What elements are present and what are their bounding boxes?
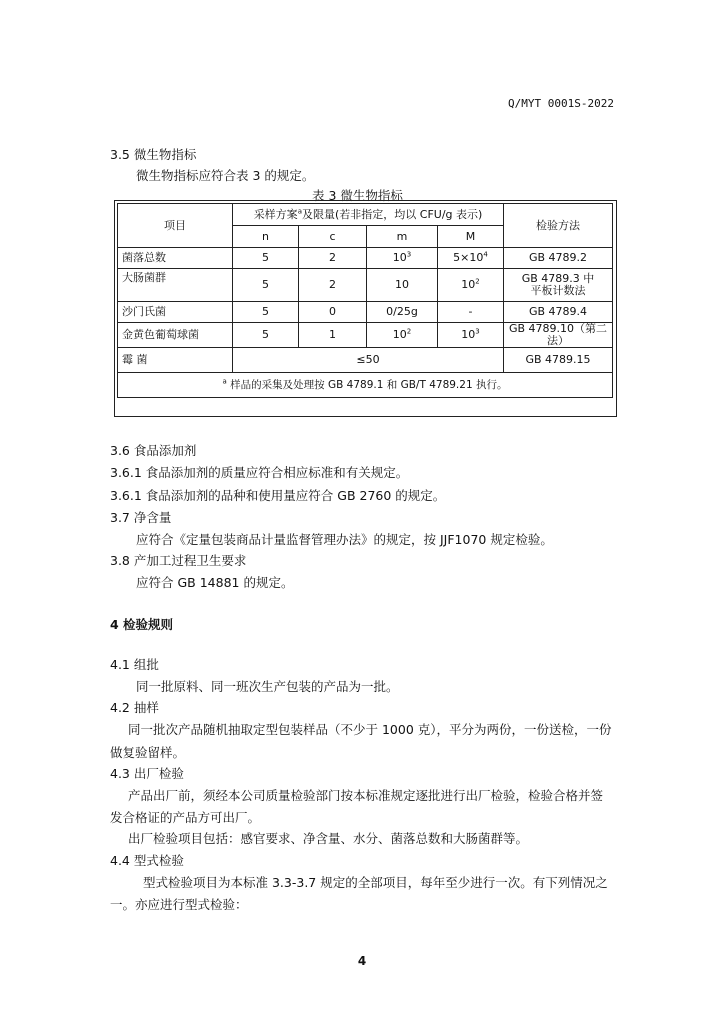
table-row	[118, 248, 613, 269]
row-method: GB 4789.2	[504, 248, 613, 269]
row-m: $10^3$	[367, 248, 438, 269]
section-4-4-text1: 型式检验项目为本标准 3.3-3.7 规定的全部项目，每年至少进行一次。有下列情况之	[143, 875, 608, 890]
section-4-2-title: 4.2 抽样	[110, 700, 159, 715]
page-number: 4	[357, 954, 367, 968]
table-row	[118, 348, 613, 373]
row-item: 霉 菌	[118, 348, 233, 373]
row-m: 10	[367, 269, 438, 302]
section-4-1-text: 同一批原料、同一班次生产包装的产品为一批。	[136, 679, 399, 694]
section-4-title: 4 检验规则	[110, 617, 174, 632]
row-M: $10^3$	[438, 323, 504, 348]
row-M: $10^2$	[438, 269, 504, 302]
row-m: 0/25g	[367, 302, 438, 323]
row-method: GB 4789.3 中 平板计数法	[504, 269, 613, 302]
header-n: n	[233, 226, 299, 248]
section-3-5-text: 微生物指标应符合表 3 的规定。	[136, 168, 315, 183]
row-n: 5	[233, 323, 299, 348]
header-M: M	[438, 226, 504, 248]
row-m: $10^2$	[367, 323, 438, 348]
section-4-3-text1: 产品出厂前，须经本公司质量检验部门按本标准规定逐批进行出厂检验，检验合格并签	[128, 788, 604, 803]
section-3-5-title: 3.5 微生物指标	[110, 147, 197, 162]
section-4-3-text2: 发合格证的产品方可出厂。	[110, 810, 261, 825]
header-c: c	[299, 226, 367, 248]
section-3-8-title: 3.8 产加工过程卫生要求	[110, 553, 247, 568]
section-4-4-text2: 一。亦应进行型式检验：	[110, 897, 248, 912]
table-row	[118, 323, 613, 348]
section-3-8-text: 应符合 GB 14881 的规定。	[136, 575, 294, 590]
row-item: 金黄色葡萄球菌	[118, 323, 233, 348]
micro-table	[117, 203, 613, 398]
mold-limit: ≤50	[233, 348, 504, 373]
row-M: -	[438, 302, 504, 323]
section-3-7-text: 应符合《定量包装商品计量监督管理办法》的规定，按 JJF1070 规定检验。	[136, 532, 553, 547]
section-3-6-1b: 3.6.1 食品添加剂的品种和使用量应符合 GB 2760 的规定。	[110, 488, 446, 503]
row-c: 2	[299, 248, 367, 269]
row-c: 2	[299, 269, 367, 302]
section-4-2-text1: 同一批次产品随机抽取定型包装样品（不少于 1000 克），平分为两份，一份送检，一份	[128, 722, 612, 737]
row-item: 菌落总数	[118, 248, 233, 269]
row-item: 沙门氏菌	[118, 302, 233, 323]
section-4-3-text3: 出厂检验项目包括：感官要求、净含量、水分、菌落总数和大肠菌群等。	[128, 831, 529, 846]
row-method: GB 4789.10（第二法）	[504, 323, 613, 348]
section-3-6: 3.6 食品添加剂	[110, 443, 197, 458]
section-4-4-title: 4.4 型式检验	[110, 853, 184, 868]
section-4-3-title: 4.3 出厂检验	[110, 766, 184, 781]
table-caption: 表 3 微生物指标	[312, 188, 403, 203]
header-item: 项目	[118, 204, 233, 248]
row-c: 0	[299, 302, 367, 323]
section-3-7-title: 3.7 净含量	[110, 510, 172, 525]
table-row	[118, 302, 613, 323]
standard-code: Q/MYT 0001S-2022	[508, 97, 614, 110]
header-m: m	[367, 226, 438, 248]
row-item: 大肠菌群	[118, 269, 233, 302]
row-c: 1	[299, 323, 367, 348]
section-4-1-title: 4.1 组批	[110, 657, 159, 672]
row-method: GB 4789.4	[504, 302, 613, 323]
table-row	[118, 269, 613, 302]
header-method: 检验方法	[504, 204, 613, 248]
row-n: 5	[233, 248, 299, 269]
section-3-6-1a: 3.6.1 食品添加剂的质量应符合相应标准和有关规定。	[110, 465, 409, 480]
row-n: 5	[233, 302, 299, 323]
section-4-2-text2: 做复验留样。	[110, 745, 186, 760]
header-plan: 采样方案$^a$及限量(若非指定，均以 CFU/g 表示)	[233, 204, 504, 226]
row-n: 5	[233, 269, 299, 302]
table-note: $^a$ 样品的采集及处理按 GB 4789.1 和 GB/T 4789.21 执行。	[118, 373, 613, 398]
row-M: $5\times 10^4$	[438, 248, 504, 269]
row-method: GB 4789.15	[504, 348, 613, 373]
